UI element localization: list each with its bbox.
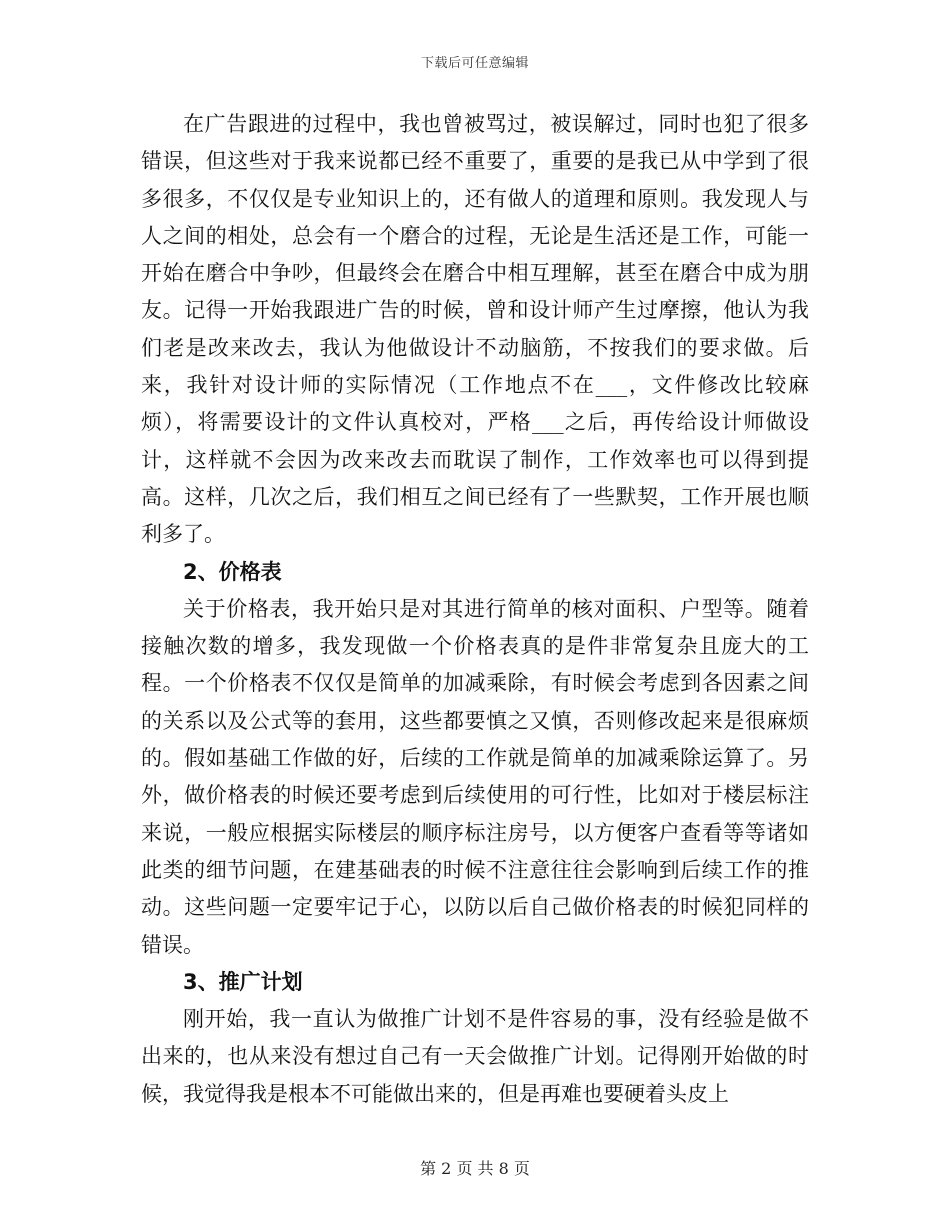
section-heading-price-table: 2、价格表 [183, 559, 282, 584]
paragraph-price-table: 关于价格表，我开始只是对其进行简单的核对面积、户型等。随着接触次数的增多，我发现做一个价格表真的是件非常复杂且庞大的工程。一个价格表不仅仅是简单的加减乘除，有时候会考虑到各因素之间的关系以及公式等的套用，这些都要慎之又慎，否则修改起来是很麻烦的。假如基础工作做的好，后续的工作就是简单的加减乘除运算了。另外，做价格表的时候还要考虑到后续使用的可行性，比如对于楼层标注来说，一般应根据实际楼层的顺序标注房号，以方便客户查看等等诸如此类的细节问题，在建基础表的时候不注意往往会影响到后续工作的推动。这些问题一定要牢记于心，以防以后自己做价格表的时候犯同样的错误。 [141, 596, 809, 957]
document-body [141, 106, 809, 1113]
section-heading-promotion-plan: 3、推广计划 [183, 969, 303, 994]
paragraph-promotion-plan: 刚开始，我一直认为做推广计划不是件容易的事，没有经验是做不出来的，也从来没有想过自己有一天会做推广计划。记得刚开始做的时候，我觉得我是根本不可能做出来的，但是再难也要硬着头皮上 [141, 1007, 809, 1106]
page-header: 下载后可任意编辑 [420, 56, 529, 71]
page-number: 第 2 页 共 8 页 [420, 1159, 530, 1178]
paragraph-ad-followup: 在广告跟进的过程中，我也曾被骂过，被误解过，同时也犯了很多错误，但这些对于我来说都已经不重要了，重要的是我已从中学到了很多很多，不仅仅是专业知识上的，还有做人的道理和原则。我发现人与人之间的相处，总会有一个磨合的过程，无论是生活还是工作，可能一开始在磨合中争吵，但最终会在磨合中相互理解，甚至在磨合中成为朋友。记得一开始我跟进广告的时候，曾和设计师产生过摩擦，他认为我们老是改来改去，我认为他做设计不动脑筋，不按我们的要求做。后来，我针对设计师的实际情况（工作地点不在___，文件修改比较麻烦），将需要设计的文件认真校对，严格___之后，再传给设计师做设计，这样就不会因为改来改去而耽误了制作，工作效率也可以得到提高。这样，几次之后，我们相互之间已经有了一些默契，工作开展也顺利多了。 [141, 112, 809, 547]
